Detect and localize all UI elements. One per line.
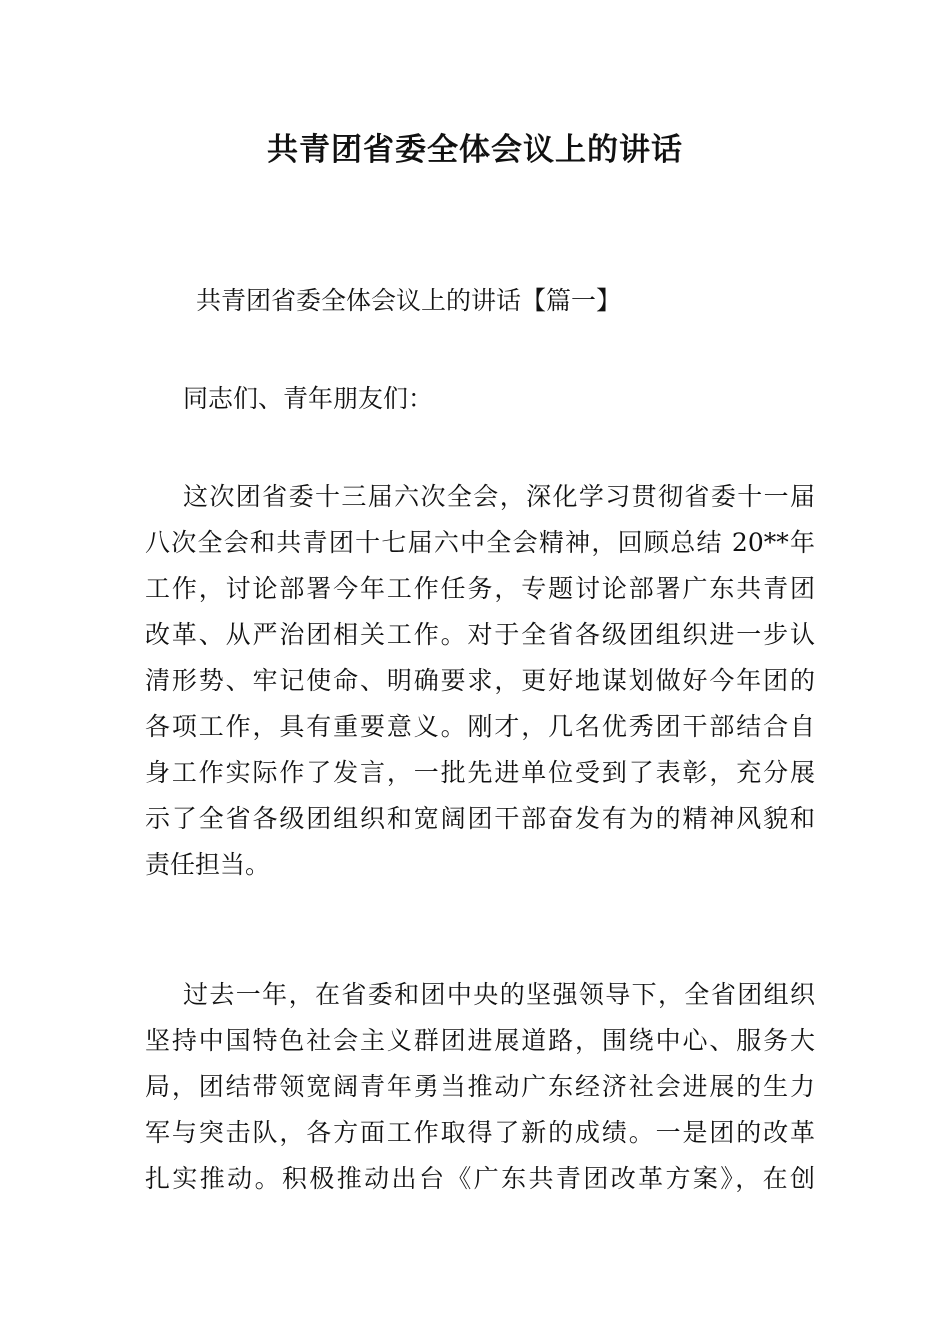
paragraph-line: 军与突击队，各方面工作取得了新的成绩。一是团的改革 [145, 1118, 815, 1147]
paragraph-line: 工作，讨论部署今年工作任务，专题讨论部署广东共青团 [145, 574, 815, 603]
paragraph-line: 八次全会和共青团十七届六中全会精神，回顾总结 20**年 [145, 528, 815, 557]
paragraph-line: 改革、从严治团相关工作。对于全省各级团组织进一步认 [145, 620, 815, 649]
paragraph-line: 清形势、牢记使命、明确要求，更好地谋划做好今年团的 [145, 666, 815, 695]
paragraph-1 [145, 478, 815, 892]
paragraph-line: 过去一年，在省委和团中央的坚强领导下，全省团组织 [183, 980, 815, 1009]
paragraph-line: 责任担当。 [145, 850, 271, 879]
paragraph-line: 局，团结带领宽阔青年勇当推动广东经济社会进展的生力 [145, 1072, 815, 1101]
section-heading: 共青团省委全体会议上的讲话【篇一】 [196, 286, 622, 315]
salutation: 同志们、青年朋友们： [183, 384, 434, 413]
paragraph-line: 坚持中国特色社会主义群团进展道路，围绕中心、服务大 [145, 1026, 815, 1055]
paragraph-line: 扎实推动。积极推动出台《广东共青团改革方案》，在创 [145, 1164, 815, 1193]
paragraph-line: 示了全省各级团组织和宽阔团干部奋发有为的精神风貌和 [145, 804, 815, 833]
paragraph-2 [145, 976, 815, 1206]
paragraph-line: 身工作实际作了发言，一批先进单位受到了表彰，充分展 [145, 758, 815, 787]
paragraph-line: 各项工作，具有重要意义。刚才，几名优秀团干部结合自 [145, 712, 815, 741]
paragraph-line: 这次团省委十三届六次全会，深化学习贯彻省委十一届 [183, 482, 815, 511]
document-title: 共青团省委全体会议上的讲话 [267, 132, 683, 168]
